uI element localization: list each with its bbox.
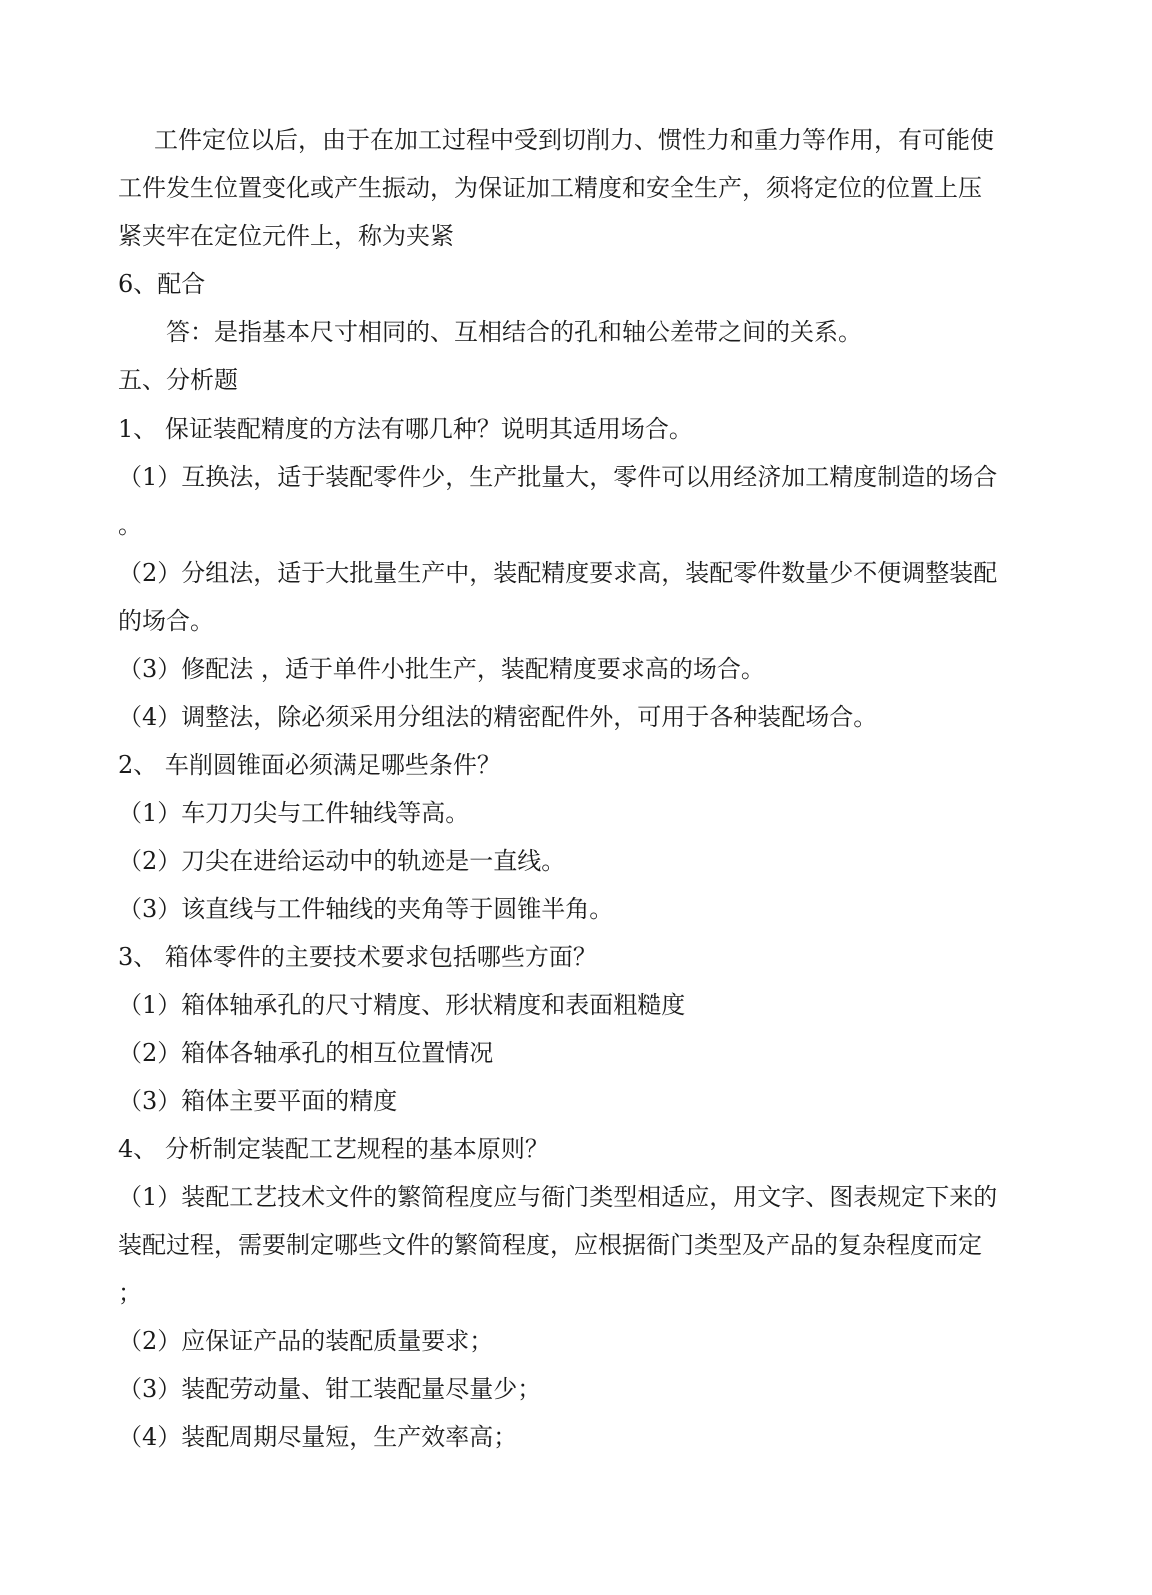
question-line: 3、 箱体零件的主要技术要求包括哪些方面？ (118, 943, 597, 971)
question-line: 2、 车削圆锥面必须满足哪些条件？ (118, 751, 501, 779)
list-item: （1）装配工艺技术文件的繁简程度应与衙门类型相适应，用文字、图表规定下来的 (118, 1183, 998, 1211)
list-item: （1）车刀刀尖与工件轴线等高。 (118, 799, 470, 827)
list-item-continuation: 的场合。 (118, 607, 214, 635)
paragraph-line: 工件定位以后，由于在加工过程中受到切削力、惯性力和重力等作用，有可能使 (154, 126, 994, 154)
list-item: （3）该直线与工件轴线的夹角等于圆锥半角。 (118, 895, 614, 923)
list-item: （2）分组法，适于大批量生产中，装配精度要求高，装配零件数量少不便调整装配 (118, 559, 998, 587)
list-item: （1）互换法，适于装配零件少，生产批量大，零件可以用经济加工精度制造的场合 (118, 463, 998, 491)
list-item: （3）装配劳动量、钳工装配量尽量少； (118, 1375, 542, 1403)
section-heading: 五、分析题 (118, 366, 238, 394)
list-item: （4）调整法，除必须采用分组法的精密配件外，可用于各种装配场合。 (118, 703, 878, 731)
list-item: （3）箱体主要平面的精度 (118, 1087, 398, 1115)
section-heading: 6、配合 (118, 270, 206, 298)
list-item: （2）箱体各轴承孔的相互位置情况 (118, 1039, 494, 1067)
list-item-continuation: 装配过程，需要制定哪些文件的繁简程度，应根据衙门类型及产品的复杂程度而定 (118, 1231, 982, 1259)
paragraph-line: 紧夹牢在定位元件上，称为夹紧 (118, 222, 454, 250)
paragraph-line: 工件发生位置变化或产生振动，为保证加工精度和安全生产，须将定位的位置上压 (118, 174, 982, 202)
list-item: （1）箱体轴承孔的尺寸精度、形状精度和表面粗糙度 (118, 991, 686, 1019)
list-item: （2）刀尖在进给运动中的轨迹是一直线。 (118, 847, 566, 875)
list-item: （4）装配周期尽量短，生产效率高； (118, 1423, 518, 1451)
list-item: （2）应保证产品的装配质量要求； (118, 1327, 494, 1355)
answer-line: 答：是指基本尺寸相同的、互相结合的孔和轴公差带之间的关系。 (166, 318, 862, 346)
list-item-continuation: ； (118, 1279, 142, 1307)
list-item: （3）修配法 ，适于单件小批生产，装配精度要求高的场合。 (118, 655, 765, 683)
question-line: 4、 分析制定装配工艺规程的基本原则？ (118, 1135, 549, 1163)
question-line: 1、 保证装配精度的方法有哪几种？说明其适用场合。 (118, 415, 693, 443)
list-item-continuation: 。 (118, 511, 142, 539)
